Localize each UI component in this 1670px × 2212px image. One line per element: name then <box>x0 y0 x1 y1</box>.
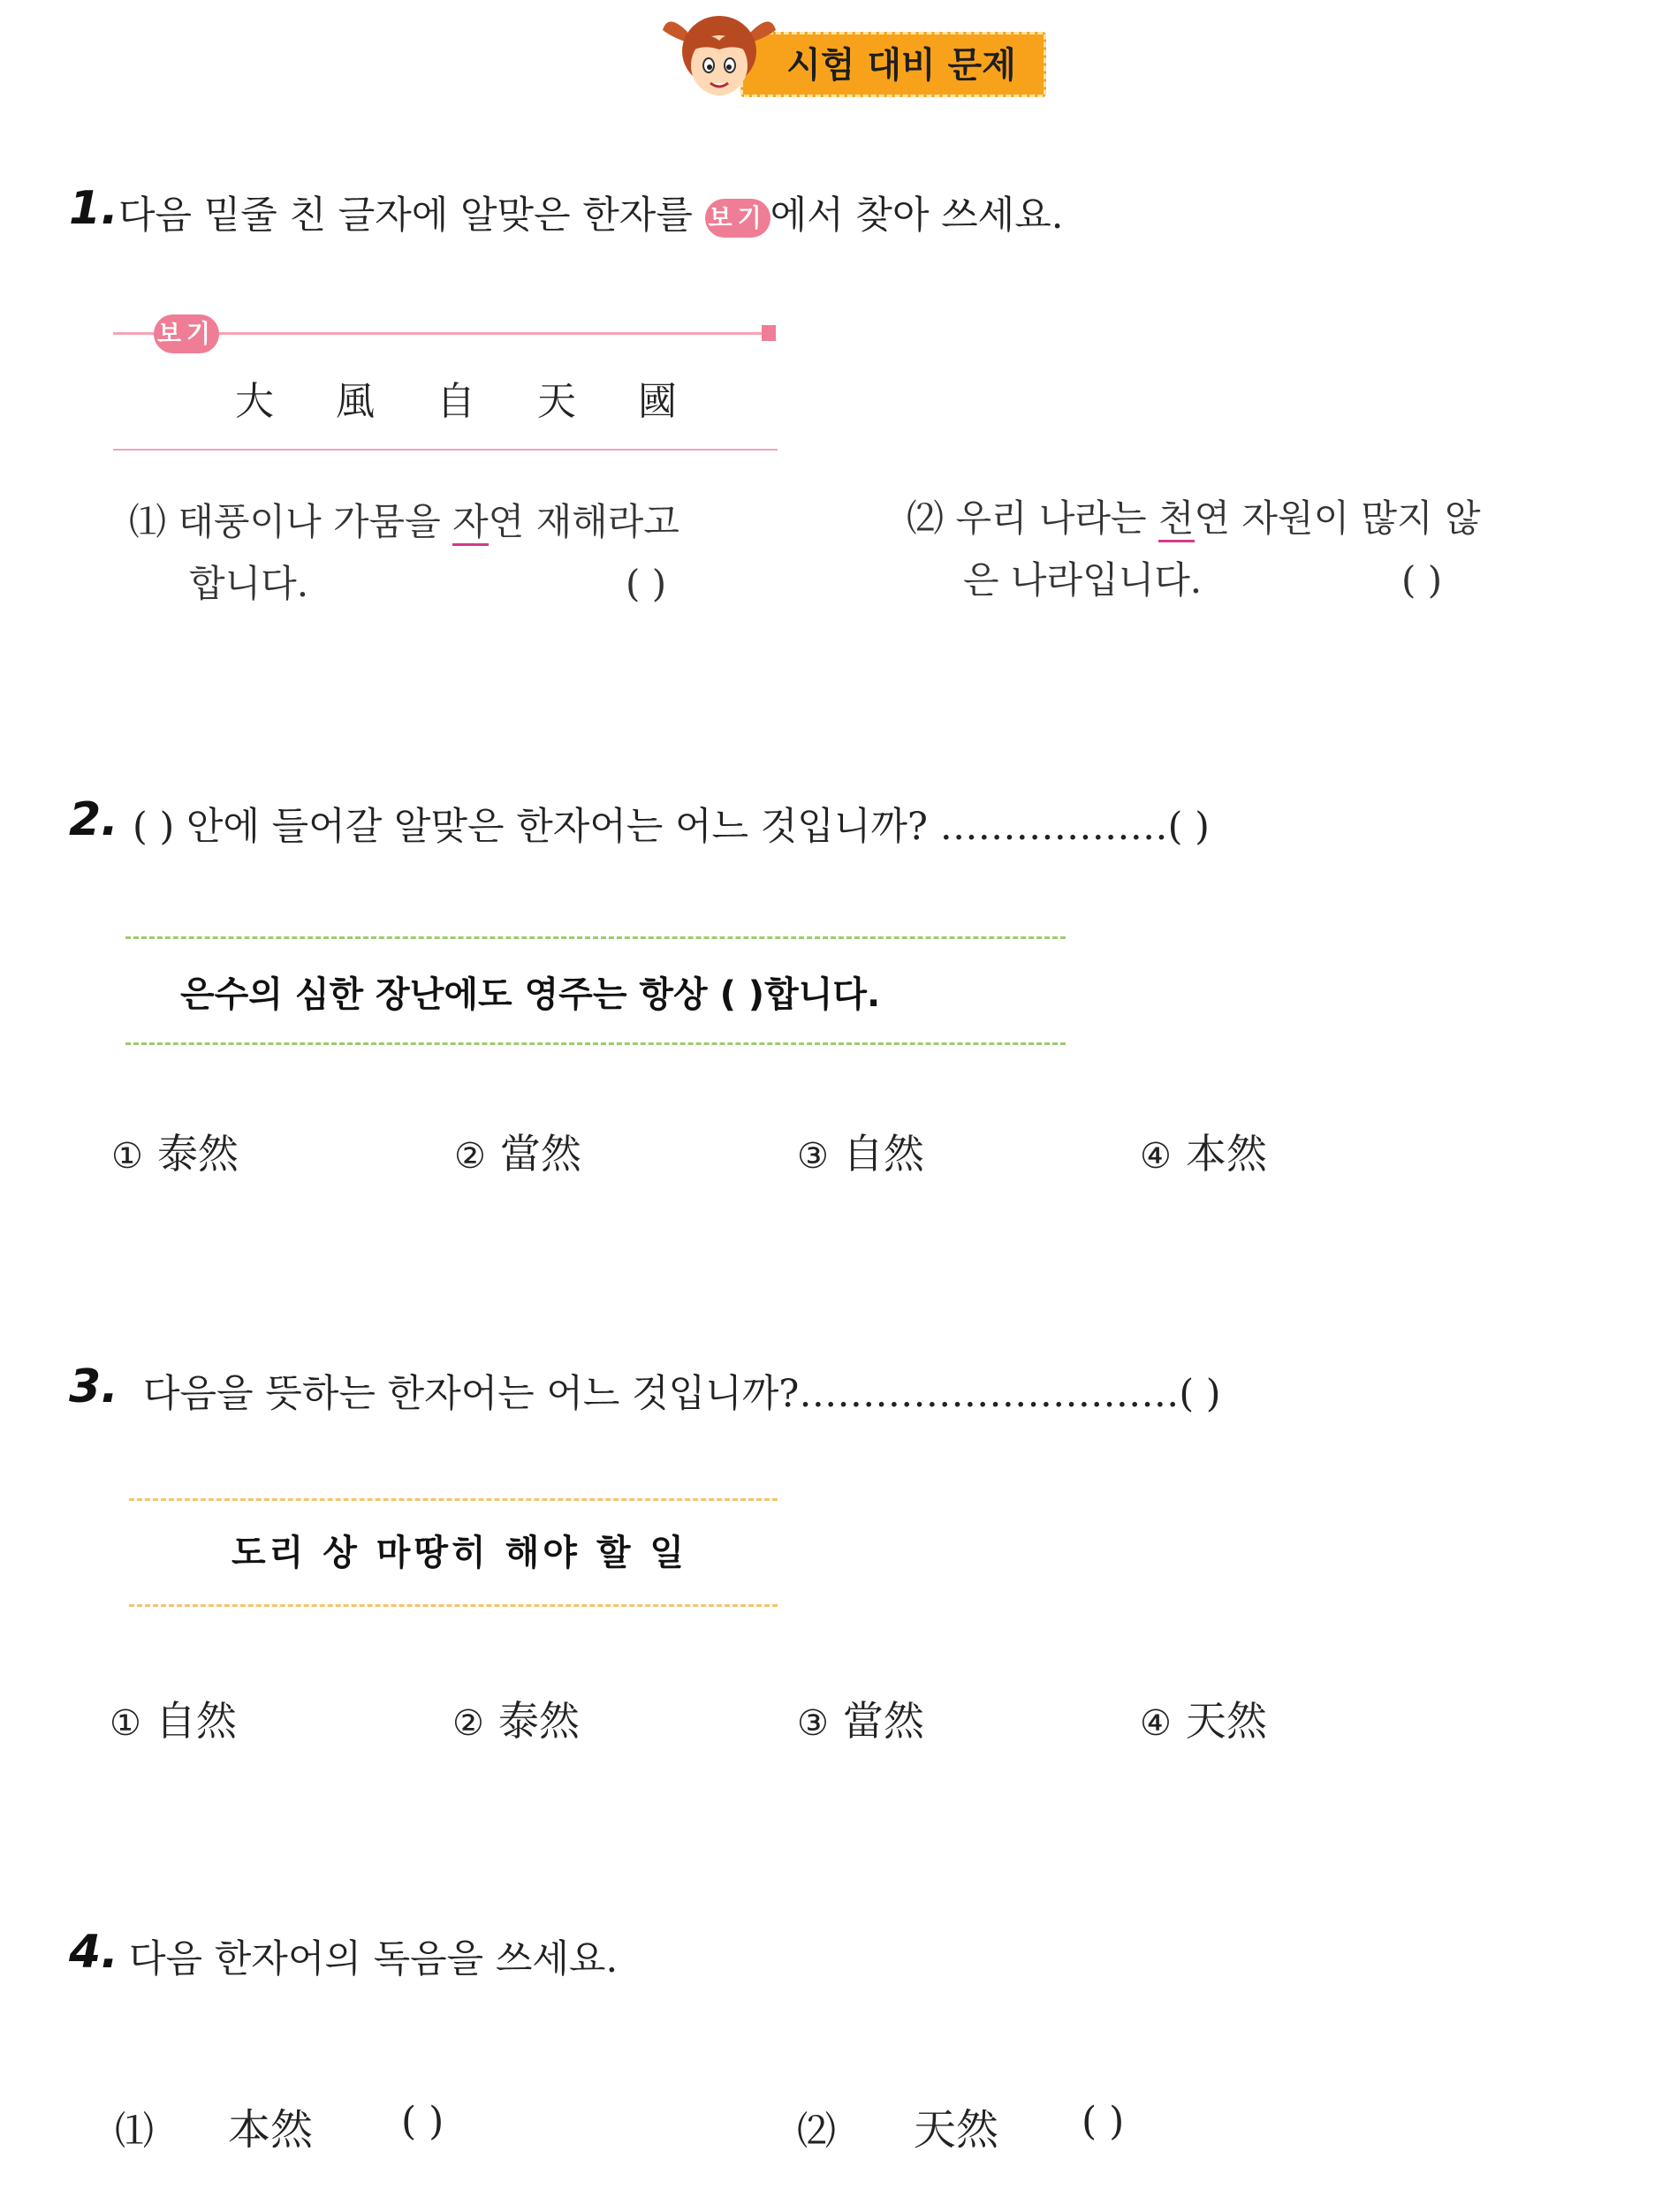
q1-sub2-line1 <box>907 488 1481 549</box>
q2-box-text: 은수의 심한 장난에도 영주는 항상 ( )합니다. <box>180 974 881 1015</box>
q4-text: 다음 한자어의 독음을 쓰세요. <box>129 1937 619 1981</box>
q3-option-2[interactable] <box>452 1689 580 1747</box>
q1-sub2-line2: 은 나라입니다. <box>963 558 1203 602</box>
q2-text: ( ) 안에 들어갈 알맞은 한자어는 어느 것입니까? ………………( ) <box>133 805 1210 849</box>
q3-option-4[interactable] <box>1140 1689 1267 1747</box>
q4-item-1-mark: ⑴ <box>115 2109 154 2154</box>
q1-text <box>118 186 1063 239</box>
option-text: 本然 <box>1185 1130 1267 1178</box>
q2-option-2[interactable] <box>454 1122 581 1180</box>
q1-bogi-badge: 보기 <box>705 199 770 238</box>
bogi-label: 보기 <box>154 314 219 353</box>
bogi-hanja: 自 <box>436 379 475 424</box>
q2-option-1[interactable] <box>111 1122 239 1180</box>
bogi-line-end-marker <box>762 325 776 341</box>
q4-item-1-hanja: 本然 <box>228 2105 314 2155</box>
q1-text-after: 에서 찾아 쓰세요. <box>770 193 1064 238</box>
q3-option-1[interactable] <box>110 1689 237 1747</box>
option-mark: ③ <box>797 1703 829 1744</box>
q4-item-2-mark: ⑵ <box>797 2109 836 2154</box>
option-mark: ① <box>110 1703 141 1744</box>
bogi-bottom-line <box>113 449 778 451</box>
q2-option-3[interactable] <box>797 1122 924 1180</box>
q3-number: 3. <box>69 1360 118 1413</box>
option-mark: ② <box>454 1136 486 1177</box>
option-text: 自然 <box>155 1697 237 1745</box>
bogi-hanja: 國 <box>638 379 677 424</box>
option-text: 天然 <box>1185 1697 1267 1745</box>
bogi-hanja: 風 <box>336 379 375 424</box>
q2-box-bottom-border <box>125 1042 1066 1045</box>
option-mark: ④ <box>1140 1703 1172 1744</box>
q1-text-before: 다음 밑줄 친 글자에 알맞은 한자를 <box>118 193 693 238</box>
girl-mascot-icon <box>661 5 778 110</box>
bogi-hanja: 天 <box>537 379 576 424</box>
q3-option-3[interactable] <box>797 1689 924 1747</box>
option-text: 泰然 <box>497 1697 580 1745</box>
q1-sub1-line1 <box>129 491 679 553</box>
option-text: 當然 <box>499 1130 581 1178</box>
bogi-hanja: 大 <box>235 379 274 424</box>
q1-sub2-text-post: 연 자원이 많지 않 <box>1194 496 1481 540</box>
q4-item-1-answer-paren[interactable]: ( ) <box>401 2099 444 2144</box>
option-text: 當然 <box>842 1697 924 1745</box>
q4-item-2-answer-paren[interactable]: ( ) <box>1082 2099 1125 2144</box>
q1-sub1-underlined: 자 <box>452 500 489 546</box>
q3-box-top-border <box>129 1498 778 1501</box>
q1-sub2-underlined: 천 <box>1158 496 1195 542</box>
q3-box-bottom-border <box>129 1604 778 1607</box>
q1-sub1-text-post: 연 재해라고 <box>488 500 679 543</box>
option-text: 自然 <box>842 1130 924 1178</box>
q1-sub1-answer-paren[interactable]: ( ) <box>626 562 667 605</box>
q2-number: 2. <box>69 793 118 846</box>
q2-box-top-border <box>125 936 1066 939</box>
option-mark: ① <box>111 1136 143 1177</box>
header-title: 시험 대비 문제 <box>786 45 1016 86</box>
q1-number: 1. <box>69 182 118 235</box>
q3-box-text: 도리 상 마땅히 해야 할 일 <box>232 1533 688 1573</box>
q1-sub1-text: ⑴ 태풍이나 가뭄을 <box>129 500 453 543</box>
q4-item-2-hanja: 天然 <box>914 2105 999 2155</box>
q3-text: 다음을 뜻하는 한자어는 어느 것입니까?…………………………( ) <box>143 1372 1221 1416</box>
q4-number: 4. <box>69 1926 118 1979</box>
option-text: 泰然 <box>156 1130 239 1178</box>
q2-option-4[interactable] <box>1140 1122 1267 1180</box>
option-mark: ② <box>452 1703 484 1744</box>
option-mark: ③ <box>797 1136 829 1177</box>
option-mark: ④ <box>1140 1136 1172 1177</box>
q1-sub2-text: ⑵ 우리 나라는 <box>907 496 1158 540</box>
q1-sub2-answer-paren[interactable]: ( ) <box>1401 558 1443 602</box>
q1-sub1-line2: 합니다. <box>189 562 309 605</box>
